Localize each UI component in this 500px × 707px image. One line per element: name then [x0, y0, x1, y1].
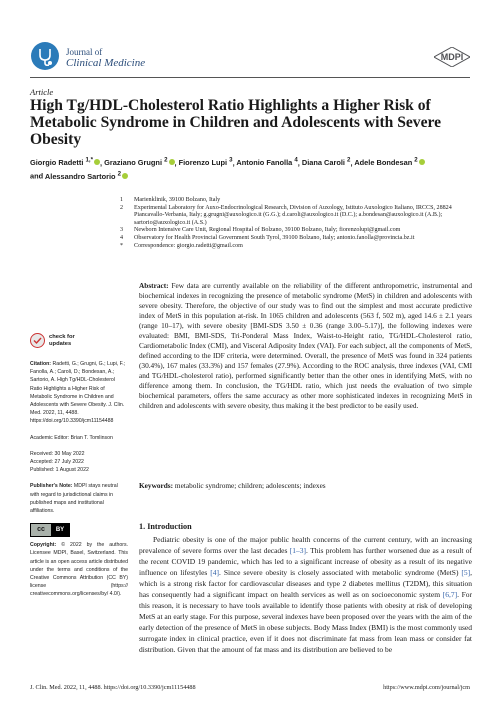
abstract-label: Abstract:	[139, 281, 169, 290]
author[interactable]: Graziano Grugni $^2$	[104, 158, 174, 167]
citation-link[interactable]: [6,7]	[442, 590, 458, 599]
academic-editor: Academic Editor: Brian T. Tomlinson	[30, 434, 113, 441]
affiliation: 4 Observatory for Health Provincial Government South Tyrol, 39100 Bolzano, Italy; antonio.fanolla@provincia.bz.it	[120, 234, 415, 241]
cc-icon: cc	[31, 524, 51, 536]
orcid-icon[interactable]	[169, 159, 175, 165]
keywords	[139, 481, 472, 490]
abstract-text: Few data are currently available on the reliability of the different anthropometric, instrumental and biochemical indexes in recognizing the presence of metabolic syndrome (MetS) in children and adolescents with severe obesity. Therefore, the objective of our study was to find out the simplest and most accurate predictive index of MetS in this population at-risk. In 1065 children and adolescents (563 f, 502 m), aged 14.6 ± 2.1 years (range 10–17), with severe obesity [BMI-SDS 3.50 ± 0.36 (range 3.00–5.17)], the following indexes were evaluated: BMI, BMI-SDS, Tri-Ponderal Mass Index, Waist-to-Height ratio, TG/HDL-Cholesterol ratio, Cardiometabolic Index (CMI), and Visceral Adiposity Index (VAI). For each subject, all the components of MetS, defined according to the IDF criteria, were determined. Overall, the presence of MetS was found in 324 patients (30.4%), 167 males (33.3%) and 157 females (27.9%). According to the ROC analysis, three indexes (VAI, CMI and TG/HDL-cholesterol ratio), performed significantly better than the other ones in identifying MetS, with no difference among them. In conclusion, the TG/HDL ratio, which just needs the evaluation of two simple biochemical parameters, offers the same accuracy as other more sophisticated indexes in recognizing MetS in children and adolescents with severe obesity, thus making it the best predictor to be easily used.	[139, 281, 472, 410]
citation: Citation: Radetti, G.; Grugni, G.; Lupi, F.; Fanolla, A.; Caroli, D.; Bondesan, A.; Sartorio, A. High Tg/HDL-Cholesterol Ratio Highlights a Higher Risk of Metabolic Syndrome in Children and Adolescents with Severe Obesity. J. Clin. Med. 2022, 11, 4488. https://doi.org/10.3390/jcm11154488	[30, 361, 126, 425]
intro-paragraph: Pediatric obesity is one of the major public health concerns of the current century, with an increasing prevalence of severe forms over the last decades [1–3]. This problem has further worsened due as a result of the recent COVID 19 pandemic, which has led to a significant increase of obesity as a result of its negative influence on lifestyles [4]. Since severe obesity is closely associated with metabolic syndrome (MetS) [5], which is a strong risk factor for cardiovascular diseases and type 2 diabetes mellitus (T2DM), this situation has consequently had a significant impact on health services as well as on socioeconomic system [6,7]. For this reason, it is necessary to have tools available to identify those patients with obesity at risk of developing MetS at an early stage. For this purpose, several indexes have been proposed over the years with the aim of the early detection of the presence of MetS in obese subjects. Body Mass Index (BMI) is the most commonly used surrogate index in clinical practice, even if it does not discriminate fat mass from lean mass or consider fat distribution. Given that the amount of fat mass and its distribution are believed to be	[139, 535, 473, 654]
cc-by-license-badge[interactable]	[30, 523, 70, 537]
author[interactable]: Alessandro Sartorio $^2$	[45, 172, 128, 181]
section-heading: 1. Introduction	[139, 522, 192, 531]
article-title: High Tg/HDL-Cholesterol Ratio Highlights a Higher Risk of Metabolic Syndrome in Children and Adolescents with Severe Obesity	[30, 97, 442, 148]
check-for-updates-button[interactable]	[30, 333, 128, 348]
sidebar	[30, 333, 128, 599]
citation-link[interactable]: [5]	[461, 568, 471, 577]
footer-journal-url[interactable]: https://www.mdpi.com/journal/jcm	[383, 684, 470, 691]
author[interactable]: Diana Caroli $^2$	[301, 157, 351, 168]
affiliations	[120, 197, 470, 250]
publisher-name: MDPI	[440, 52, 464, 62]
check-updates-line1: check for	[49, 334, 75, 340]
header-divider	[30, 77, 470, 78]
journal-name-line1: Journal of	[66, 47, 103, 57]
keywords-text: metabolic syndrome; children; adolescents; indexes	[174, 481, 326, 490]
by-icon: BY	[51, 524, 69, 536]
footer-citation[interactable]: J. Clin. Med. 2022, 11, 4488. https://doi.org/10.3390/jcm11154488	[30, 684, 196, 691]
author-list: Giorgio Radetti $^{1,*}$ , Graziano Grugni $^2$ , Fiorenzo Lupi $^3$, Antonio Fanolla $^4$, Diana Caroli $^2$, Adele Bondesan $^2$ and Alessandro Sartorio $^2$	[30, 155, 470, 182]
publisher-note: Publisher's Note: MDPI stays neutral with regard to jurisdictional claims in published maps and institutional affiliations.	[30, 483, 118, 515]
journal-header	[30, 41, 470, 75]
orcid-icon[interactable]	[419, 159, 425, 165]
check-updates-icon	[30, 333, 45, 348]
journal-name-line2: Clinical Medicine	[66, 57, 146, 69]
copyright: Copyright: © 2022 by the authors. Licensee MDPI, Basel, Switzerland. This article is an open access article distributed under the terms and conditions of the Creative Commons Attribution (CC BY) license (https:// creativecommons.org/licenses/by/ 4.0/).	[30, 542, 128, 598]
author[interactable]: Fiorenzo Lupi $^3$	[178, 157, 233, 168]
orcid-icon[interactable]	[122, 173, 128, 179]
published-date: Published: 1 August 2022	[30, 467, 89, 474]
affiliation: 2 Experimental Laboratory for Auxo-Endocrinological Research, Division of Auxology, Istituto Auxologico Italiano, IRCCS, 28824 Piancavallo-Verbania, Italy; g.grugni@auxologico.it (G.G.); d.caroli@auxologico.it (D.C.); a.bondesan@auxologico.it (A.B.); sartorio@auxologico.it (A.S.)	[120, 204, 452, 226]
affiliation: 1 Marienklinik, 39100 Bolzano, Italy	[120, 197, 221, 203]
author[interactable]: Adele Bondesan $^2$	[354, 158, 424, 167]
received-date: Received: 30 May 2022	[30, 450, 85, 457]
journal-name[interactable]	[66, 47, 145, 69]
affiliation: * Correspondence: giorgio.radetti@gmail.com	[120, 242, 243, 249]
affiliation: 3 Newborn Intensive Care Unit, Regional Hospital of Bolzano, 39100 Bolzano, Italy; fiorenzolupi@gmail.com	[120, 227, 401, 234]
author[interactable]: Antonio Fanolla $^4$	[236, 157, 298, 168]
citation-link[interactable]: [1–3]	[289, 546, 307, 555]
author[interactable]: Giorgio Radetti $^{1,*}$	[30, 158, 100, 167]
article-type: Article	[30, 87, 54, 97]
stethoscope-icon	[30, 41, 60, 71]
check-updates-line2: updates	[49, 340, 72, 347]
mdpi-logo[interactable]	[434, 47, 470, 67]
dates	[30, 450, 128, 475]
abstract	[139, 281, 472, 411]
citation-link[interactable]: [4]	[210, 568, 220, 577]
accepted-date: Accepted: 27 July 2022	[30, 459, 84, 466]
orcid-icon[interactable]	[94, 159, 100, 165]
keywords-label: Keywords:	[139, 481, 174, 490]
